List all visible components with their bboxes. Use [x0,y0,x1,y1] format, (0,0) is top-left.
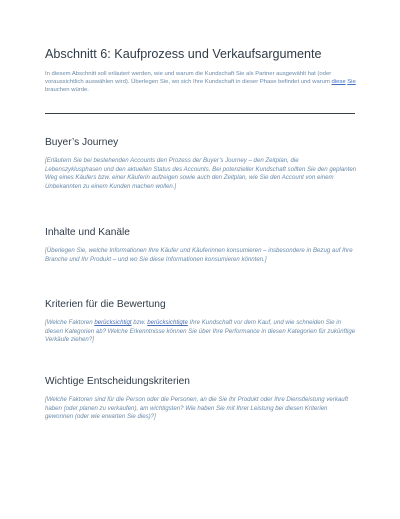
intro-paragraph [45,70,357,94]
section-heading: Kriterien für die Bewertung [45,299,166,310]
section-heading: Inhalte und Kanäle [45,227,130,238]
underlined-term[interactable]: berücksichtigte [147,319,188,326]
section-body [45,319,357,345]
section-divider [45,113,355,114]
body-text: [Welche Faktoren [45,319,95,326]
body-text: Ihre Kundschaft vor dem Kauf, und wie schneiden Sie in diesen Kategorien ab? Welche Erkenntnisse können Sie über Ihre Performance in diesen Kategorien für zukünftige Verkäufe ziehen?] [45,319,356,343]
section-entscheidungskriterien [45,375,357,422]
intro-text: In diesem Abschnitt soll erläutert werden, wie und warum die Kundschaft Sie als Partner ausgewählt hat (oder voraussichtlich auswählen wird). Überlegen Sie, wo sich Ihre Kundschaft in dieser Phase befindet und warum [45,71,332,85]
page-title: Abschnitt 6: Kaufprozess und Verkaufsargumente [45,47,322,61]
section-kriterien-bewertung [45,298,357,345]
intro-link-sie[interactable]: Sie [347,79,356,85]
section-buyers-journey [45,136,357,191]
section-body: [Erläutern Sie bei bestehenden Accounts den Prozess der Buyer’s Journey – den Zeitplan, die Lebenszyklusphasen und den aktuellen Status des Accounts. Bei potenzieller Kundschaft sollten Sie den geplanten Weg eines Käufers bzw. einer Käuferin aufzeigen sowie auch den Zeitplan, wie Sie den Account von einem Unbekannten zu einem Kunden machen wollen.] [45,157,357,190]
intro-link-diese[interactable]: diese [331,79,346,85]
intro-text-end: brauchen würde. [45,87,89,93]
body-text: bzw. [131,319,148,326]
section-body: [Überlegen Sie, welche Informationen Ihre Käufer und Käuferinnen konsumieren – insbesondere in Bezug auf Ihre Branche und Ihr Produkt – und wo Sie diese Informationen konsumieren könnten.] [45,247,353,263]
section-body: [Welche Faktoren sind für die Person oder die Personen, an die Sie Ihr Produkt oder Ihre Dienstleistung verkauft haben (oder planen zu verkaufen), am wichtigsten? Wie haben Sie mit Ihrer Leistung bei diesen Kriterien gewonnen (oder wie erwarten Sie dies)?] [45,396,349,420]
section-heading: Wichtige Entscheidungskriterien [45,376,190,387]
section-inhalte-und-kanaele [45,226,357,264]
underlined-term[interactable]: berücksichtigt [94,319,132,326]
section-heading: Buyer’s Journey [45,137,119,148]
